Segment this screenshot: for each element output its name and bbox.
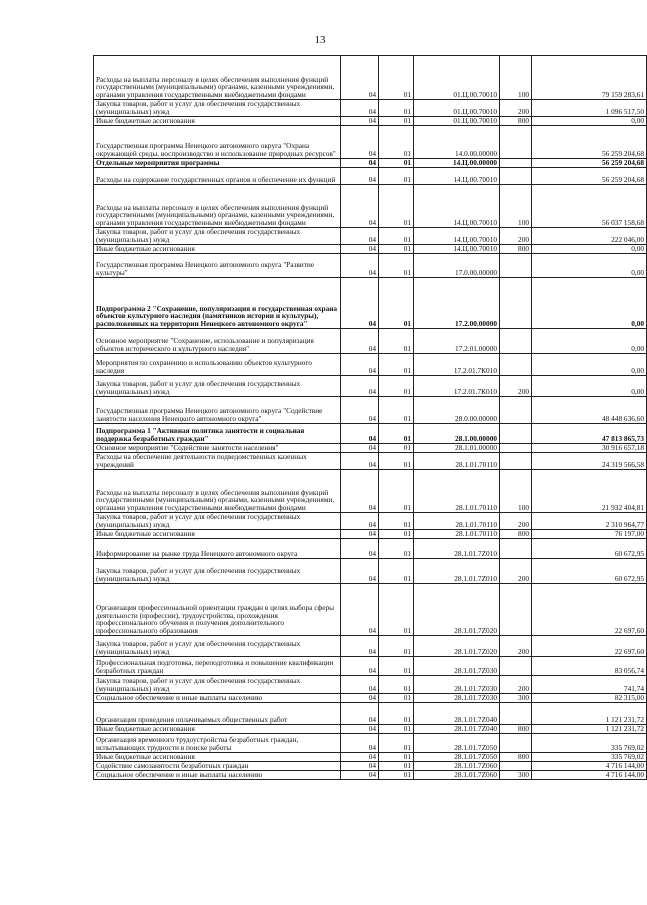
row-target-code: 28.1.01.7Z010 bbox=[414, 559, 500, 584]
row-subsection: 01 bbox=[379, 254, 414, 278]
row-subsection: 01 bbox=[379, 453, 414, 470]
row-target-code: 14.Ц.00.00000 bbox=[414, 159, 500, 168]
row-target-code: 14.Ц.00.70010 bbox=[414, 245, 500, 254]
row-section: 04 bbox=[341, 424, 379, 444]
row-expense-type: 100 bbox=[500, 470, 532, 513]
row-target-code: 28.1.01.7Z010 bbox=[414, 539, 500, 559]
row-expense-type bbox=[500, 453, 532, 470]
row-subsection: 01 bbox=[379, 424, 414, 444]
row-subsection: 01 bbox=[379, 245, 414, 254]
row-section: 04 bbox=[341, 185, 379, 228]
row-amount: 47 813 865,73 bbox=[532, 424, 647, 444]
row-name: Мероприятия по сохранению и использованию объектов культурного наследия bbox=[94, 354, 341, 376]
row-name: Государственная программа Ненецкого автономного округа "Охрана окружающей среды, воспроизводство и использование природных ресурсов" bbox=[94, 126, 341, 159]
row-amount: 60 672,95 bbox=[532, 539, 647, 559]
row-name: Иные бюджетные ассигнования bbox=[94, 117, 341, 126]
row-target-code: 14.Ц.00.70010 bbox=[414, 168, 500, 185]
row-subsection: 01 bbox=[379, 694, 414, 703]
row-amount: 4 716 144,00 bbox=[532, 771, 647, 780]
row-name: Закупка товаров, работ и услуг для обеспечения государственных (муниципальных) нужд bbox=[94, 513, 341, 530]
table-row bbox=[94, 444, 647, 453]
table-row bbox=[94, 762, 647, 771]
row-target-code: 28.1.01.70110 bbox=[414, 453, 500, 470]
row-subsection: 01 bbox=[379, 513, 414, 530]
row-name: Государственная программа Ненецкого автономного округа "Развитие культуры" bbox=[94, 254, 341, 278]
row-amount: 21 932 404,81 bbox=[532, 470, 647, 513]
row-name: Государственная программа Ненецкого автономного округа "Содействие занятости населения Ненецкого автономного округа" bbox=[94, 397, 341, 424]
row-amount: 56 259 204,68 bbox=[532, 126, 647, 159]
row-name: Отдельные мероприятия программы bbox=[94, 159, 341, 168]
row-name: Закупка товаров, работ и услуг для обеспечения государственных (муниципальных) нужд bbox=[94, 376, 341, 397]
row-section: 04 bbox=[341, 397, 379, 424]
budget-table bbox=[93, 55, 647, 780]
row-name: Содействие самозанятости безработных граждан bbox=[94, 762, 341, 771]
table-row bbox=[94, 185, 647, 228]
row-amount: 335 769,02 bbox=[532, 753, 647, 762]
row-section: 04 bbox=[341, 559, 379, 584]
row-name: Расходы на обеспечение деятельности подведомственных казенных учреждений bbox=[94, 453, 341, 470]
row-amount: 1 096 517,50 bbox=[532, 100, 647, 117]
row-target-code: 14.Ц.00.70010 bbox=[414, 185, 500, 228]
table-row bbox=[94, 168, 647, 185]
row-expense-type: 200 bbox=[500, 100, 532, 117]
row-target-code: 28.1.01.7Z050 bbox=[414, 734, 500, 753]
row-name: Расходы на выплаты персоналу в целях обеспечения выполнения функций государственными (муниципальными) органами, казенными учреждениями, органами управления государственными внебюджетными фондами bbox=[94, 470, 341, 513]
table-row bbox=[94, 559, 647, 584]
row-target-code: 28.1.01.7Z040 bbox=[414, 703, 500, 725]
row-amount: 82 315,00 bbox=[532, 694, 647, 703]
table-row bbox=[94, 100, 647, 117]
row-target-code: 28.1.01.7Z060 bbox=[414, 771, 500, 780]
row-expense-type: 200 bbox=[500, 513, 532, 530]
row-section: 04 bbox=[341, 513, 379, 530]
row-expense-type bbox=[500, 657, 532, 676]
table-row bbox=[94, 530, 647, 539]
row-name: Профессиональная подготовка, переподготовка и повышение квалификации безработных граждан bbox=[94, 657, 341, 676]
row-subsection: 01 bbox=[379, 397, 414, 424]
row-section: 04 bbox=[341, 703, 379, 725]
row-name: Иные бюджетные ассигнования bbox=[94, 753, 341, 762]
row-section: 04 bbox=[341, 453, 379, 470]
table-row bbox=[94, 376, 647, 397]
row-amount: 22 697,60 bbox=[532, 636, 647, 657]
table-row bbox=[94, 159, 647, 168]
row-amount: 22 697,60 bbox=[532, 584, 647, 636]
row-amount: 24 319 566,58 bbox=[532, 453, 647, 470]
row-section: 04 bbox=[341, 245, 379, 254]
row-name: Основное мероприятие "Содействие занятости населения" bbox=[94, 444, 341, 453]
row-expense-type: 800 bbox=[500, 753, 532, 762]
row-section: 04 bbox=[341, 694, 379, 703]
row-target-code: 28.1.01.7Z050 bbox=[414, 753, 500, 762]
row-target-code: 01.Ц.00.70010 bbox=[414, 117, 500, 126]
row-name: Социальное обеспечение и иные выплаты населению bbox=[94, 694, 341, 703]
row-expense-type bbox=[500, 126, 532, 159]
row-subsection: 01 bbox=[379, 636, 414, 657]
table-row bbox=[94, 703, 647, 725]
table-row bbox=[94, 254, 647, 278]
table-row bbox=[94, 470, 647, 513]
row-expense-type: 800 bbox=[500, 725, 532, 734]
row-subsection: 01 bbox=[379, 584, 414, 636]
row-target-code: 28.1.01.7Z020 bbox=[414, 636, 500, 657]
row-section: 04 bbox=[341, 278, 379, 329]
row-amount: 0,00 bbox=[532, 117, 647, 126]
table-body bbox=[94, 56, 647, 780]
row-subsection: 01 bbox=[379, 703, 414, 725]
row-amount: 222 046,00 bbox=[532, 228, 647, 245]
row-name: Организация временного трудоустройства безработных граждан, испытывающих трудности в поиске работы bbox=[94, 734, 341, 753]
row-section: 04 bbox=[341, 734, 379, 753]
row-section: 04 bbox=[341, 657, 379, 676]
row-target-code: 28.1.01.7Z040 bbox=[414, 725, 500, 734]
table-row bbox=[94, 126, 647, 159]
table-row bbox=[94, 657, 647, 676]
row-section: 04 bbox=[341, 444, 379, 453]
table-row bbox=[94, 636, 647, 657]
row-amount: 2 310 964,77 bbox=[532, 513, 647, 530]
row-amount: 56 259 204,68 bbox=[532, 168, 647, 185]
row-expense-type: 100 bbox=[500, 185, 532, 228]
row-target-code: 28.1.01.70110 bbox=[414, 470, 500, 513]
row-name: Закупка товаров, работ и услуг для обеспечения государственных (муниципальных) нужд bbox=[94, 100, 341, 117]
row-section: 04 bbox=[341, 126, 379, 159]
row-amount: 83 056,74 bbox=[532, 657, 647, 676]
row-name: Закупка товаров, работ и услуг для обеспечения государственных (муниципальных) нужд bbox=[94, 676, 341, 694]
row-name: Организация профессиональной ориентации граждан в целях выбора сферы деятельности (профессии), трудоустройства, прохождения профессионального обучения и получения дополнительного профессионального образования bbox=[94, 584, 341, 636]
row-target-code: 28.1.01.70110 bbox=[414, 513, 500, 530]
row-subsection: 01 bbox=[379, 657, 414, 676]
table-row bbox=[94, 278, 647, 329]
row-name: Расходы на выплаты персоналу в целях обеспечения выполнения функций государственными (муниципальными) органами, казенными учреждениями, органами управления государственными внебюджетными фондами bbox=[94, 185, 341, 228]
row-subsection: 01 bbox=[379, 725, 414, 734]
row-amount: 0,00 bbox=[532, 354, 647, 376]
row-section: 04 bbox=[341, 56, 379, 100]
row-name: Организация проведения оплачиваемых общественных работ bbox=[94, 703, 341, 725]
row-target-code: 28.1.01.7Z030 bbox=[414, 657, 500, 676]
row-amount: 0,00 bbox=[532, 376, 647, 397]
table-row bbox=[94, 539, 647, 559]
table-row bbox=[94, 56, 647, 100]
row-expense-type: 800 bbox=[500, 245, 532, 254]
row-expense-type bbox=[500, 254, 532, 278]
row-target-code: 28.1.01.7Z030 bbox=[414, 694, 500, 703]
row-amount: 48 448 636,60 bbox=[532, 397, 647, 424]
row-target-code: 17.2.00.00000 bbox=[414, 278, 500, 329]
table-row bbox=[94, 734, 647, 753]
table-row bbox=[94, 228, 647, 245]
row-amount: 79 159 283,61 bbox=[532, 56, 647, 100]
row-expense-type: 200 bbox=[500, 228, 532, 245]
row-expense-type: 200 bbox=[500, 559, 532, 584]
row-amount: 56 037 158,68 bbox=[532, 185, 647, 228]
row-expense-type bbox=[500, 397, 532, 424]
row-expense-type bbox=[500, 354, 532, 376]
row-section: 04 bbox=[341, 725, 379, 734]
row-section: 04 bbox=[341, 753, 379, 762]
row-section: 04 bbox=[341, 159, 379, 168]
row-subsection: 01 bbox=[379, 762, 414, 771]
row-target-code: 28.1.01.7Z020 bbox=[414, 584, 500, 636]
row-subsection: 01 bbox=[379, 228, 414, 245]
row-expense-type bbox=[500, 539, 532, 559]
row-subsection: 01 bbox=[379, 185, 414, 228]
row-amount: 56 259 204,68 bbox=[532, 159, 647, 168]
row-expense-type bbox=[500, 762, 532, 771]
row-subsection: 01 bbox=[379, 100, 414, 117]
row-section: 04 bbox=[341, 636, 379, 657]
row-amount: 335 769,02 bbox=[532, 734, 647, 753]
page-number: 13 bbox=[314, 34, 326, 46]
row-expense-type bbox=[500, 159, 532, 168]
row-target-code: 01.Ц.00.70010 bbox=[414, 56, 500, 100]
row-subsection: 01 bbox=[379, 530, 414, 539]
row-amount: 0,00 bbox=[532, 278, 647, 329]
row-target-code: 01.Ц.00.70010 bbox=[414, 100, 500, 117]
table-row bbox=[94, 245, 647, 254]
row-name: Закупка товаров, работ и услуг для обеспечения государственных (муниципальных) нужд bbox=[94, 559, 341, 584]
row-name: Иные бюджетные ассигнования bbox=[94, 245, 341, 254]
row-section: 04 bbox=[341, 117, 379, 126]
row-amount: 4 716 144,00 bbox=[532, 762, 647, 771]
row-section: 04 bbox=[341, 329, 379, 354]
row-name: Подпрограмма 2 "Сохранение, популяризация и государственная охрана объектов культурного наследия (памятников истории и культуры), расположенных на территории Ненецкого автономного округа" bbox=[94, 278, 341, 329]
row-amount: 1 121 231,72 bbox=[532, 703, 647, 725]
row-section: 04 bbox=[341, 354, 379, 376]
row-expense-type bbox=[500, 278, 532, 329]
table-row bbox=[94, 771, 647, 780]
row-expense-type: 200 bbox=[500, 676, 532, 694]
row-expense-type: 800 bbox=[500, 117, 532, 126]
row-subsection: 01 bbox=[379, 159, 414, 168]
row-subsection: 01 bbox=[379, 676, 414, 694]
table-row bbox=[94, 453, 647, 470]
row-expense-type bbox=[500, 444, 532, 453]
row-subsection: 01 bbox=[379, 444, 414, 453]
row-expense-type: 200 bbox=[500, 636, 532, 657]
row-section: 04 bbox=[341, 762, 379, 771]
row-section: 04 bbox=[341, 100, 379, 117]
row-section: 04 bbox=[341, 228, 379, 245]
row-subsection: 01 bbox=[379, 734, 414, 753]
row-amount: 30 916 657,18 bbox=[532, 444, 647, 453]
row-expense-type: 300 bbox=[500, 771, 532, 780]
row-target-code: 28.1.01.70110 bbox=[414, 530, 500, 539]
row-amount: 0,00 bbox=[532, 329, 647, 354]
row-target-code: 14.0.00.00000 bbox=[414, 126, 500, 159]
row-subsection: 01 bbox=[379, 470, 414, 513]
row-amount: 0,00 bbox=[532, 245, 647, 254]
table-row bbox=[94, 329, 647, 354]
table-row bbox=[94, 584, 647, 636]
row-section: 04 bbox=[341, 470, 379, 513]
row-target-code: 17.0.00.00000 bbox=[414, 254, 500, 278]
table-row bbox=[94, 397, 647, 424]
row-expense-type bbox=[500, 703, 532, 725]
row-subsection: 01 bbox=[379, 278, 414, 329]
row-expense-type: 200 bbox=[500, 376, 532, 397]
row-expense-type: 300 bbox=[500, 694, 532, 703]
row-subsection: 01 bbox=[379, 559, 414, 584]
row-subsection: 01 bbox=[379, 376, 414, 397]
row-name: Закупка товаров, работ и услуг для обеспечения государственных (муниципальных) нужд bbox=[94, 228, 341, 245]
row-section: 04 bbox=[341, 168, 379, 185]
row-name: Иные бюджетные ассигнования bbox=[94, 530, 341, 539]
row-section: 04 bbox=[341, 530, 379, 539]
row-name: Подпрограмма 1 "Активная политика занятости и социальная поддержка безработных граждан" bbox=[94, 424, 341, 444]
row-target-code: 14.Ц.00.70010 bbox=[414, 228, 500, 245]
row-section: 04 bbox=[341, 376, 379, 397]
table-row bbox=[94, 676, 647, 694]
row-target-code: 28.1.01.7Z030 bbox=[414, 676, 500, 694]
row-expense-type bbox=[500, 734, 532, 753]
row-section: 04 bbox=[341, 539, 379, 559]
row-target-code: 17.2.01.7К010 bbox=[414, 354, 500, 376]
row-name: Закупка товаров, работ и услуг для обеспечения государственных (муниципальных) нужд bbox=[94, 636, 341, 657]
row-amount: 76 197,00 bbox=[532, 530, 647, 539]
row-target-code: 28.1.01.7Z060 bbox=[414, 762, 500, 771]
row-section: 04 bbox=[341, 676, 379, 694]
row-target-code: 28.1.01.00000 bbox=[414, 444, 500, 453]
row-section: 04 bbox=[341, 254, 379, 278]
row-name: Расходы на содержание государственных органов и обеспечение их функций bbox=[94, 168, 341, 185]
table-row bbox=[94, 725, 647, 734]
row-amount: 60 672,95 bbox=[532, 559, 647, 584]
row-subsection: 01 bbox=[379, 126, 414, 159]
row-section: 04 bbox=[341, 584, 379, 636]
row-name: Иные бюджетные ассигнования bbox=[94, 725, 341, 734]
table-row bbox=[94, 694, 647, 703]
table-row bbox=[94, 354, 647, 376]
row-subsection: 01 bbox=[379, 539, 414, 559]
row-amount: 0,00 bbox=[532, 254, 647, 278]
table-row bbox=[94, 513, 647, 530]
row-subsection: 01 bbox=[379, 56, 414, 100]
row-subsection: 01 bbox=[379, 329, 414, 354]
row-subsection: 01 bbox=[379, 354, 414, 376]
row-subsection: 01 bbox=[379, 168, 414, 185]
row-name: Основное мероприятие "Сохранение, использование и популяризация объектов исторического и культурного наследия" bbox=[94, 329, 341, 354]
row-expense-type bbox=[500, 329, 532, 354]
row-name: Расходы на выплаты персоналу в целях обеспечения выполнения функций государственными (муниципальными) органами, казенными учреждениями, органами управления государственными внебюджетными фондами bbox=[94, 56, 341, 100]
table-row bbox=[94, 424, 647, 444]
row-subsection: 01 bbox=[379, 771, 414, 780]
row-target-code: 28.0.00.00000 bbox=[414, 397, 500, 424]
row-subsection: 01 bbox=[379, 753, 414, 762]
table-row bbox=[94, 117, 647, 126]
row-expense-type bbox=[500, 424, 532, 444]
row-section: 04 bbox=[341, 771, 379, 780]
row-target-code: 17.2.01.7К010 bbox=[414, 376, 500, 397]
row-amount: 741,74 bbox=[532, 676, 647, 694]
row-name: Социальное обеспечение и иные выплаты населению bbox=[94, 771, 341, 780]
row-expense-type: 100 bbox=[500, 56, 532, 100]
row-subsection: 01 bbox=[379, 117, 414, 126]
row-name: Информирование на рынке труда Ненецкого автономного округа bbox=[94, 539, 341, 559]
row-expense-type: 800 bbox=[500, 530, 532, 539]
row-expense-type bbox=[500, 584, 532, 636]
row-target-code: 17.2.01.00000 bbox=[414, 329, 500, 354]
table-row bbox=[94, 753, 647, 762]
row-expense-type bbox=[500, 168, 532, 185]
row-target-code: 28.1.00.00000 bbox=[414, 424, 500, 444]
row-amount: 1 121 231,72 bbox=[532, 725, 647, 734]
